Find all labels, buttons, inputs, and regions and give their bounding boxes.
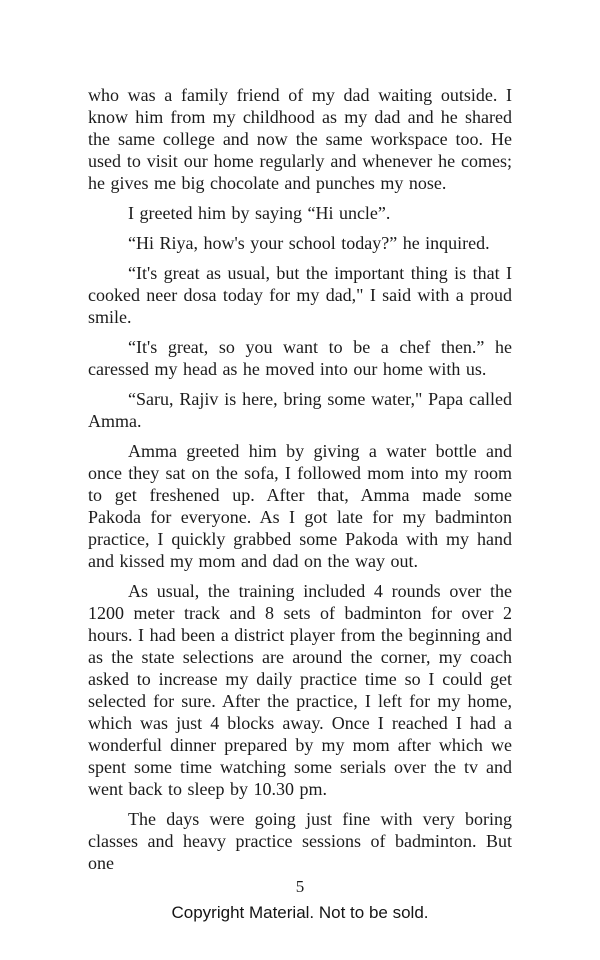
paragraph: As usual, the training included 4 rounds over the 1200 meter track and 8 sets of badminton for over 2 hours. I had been a district player from the beginning and as the state selections are around the corner, my coach asked to increase my daily practice time so I could get selected for sure. After the practice, I left for my home, which was just 4 blocks away. Once I reached I had a wonderful dinner prepared by my mom after which we spent some time watching some serials over the tv and went back to sleep by 10.30 pm. bbox=[88, 581, 512, 799]
page-footer bbox=[0, 877, 600, 923]
paragraph: I greeted him by saying “Hi uncle”. bbox=[128, 203, 391, 223]
paragraph: “Saru, Rajiv is here, bring some water," Papa called Amma. bbox=[88, 389, 512, 431]
paragraph: “It's great as usual, but the important thing is that I cooked neer dosa today for my dad," I said with a proud smile. bbox=[88, 263, 512, 327]
copyright-notice: Copyright Material. Not to be sold. bbox=[171, 903, 429, 922]
paragraph: “Hi Riya, how's your school today?” he inquired. bbox=[128, 233, 490, 253]
paragraph: “It's great, so you want to be a chef then.” he caressed my head as he moved into our home with us. bbox=[88, 337, 512, 379]
page-text bbox=[88, 84, 512, 882]
paragraph: Amma greeted him by giving a water bottle and once they sat on the sofa, I followed mom into my room to get freshened up. After that, Amma made some Pakoda for everyone. As I got late for my badminton practice, I quickly grabbed some Pakoda with my hand and kissed my mom and dad on the way out. bbox=[88, 441, 512, 571]
page-number: 5 bbox=[295, 877, 305, 896]
paragraph: who was a family friend of my dad waiting outside. I know him from my childhood as my dad and he shared the same college and now the same workspace too. He used to visit our home regularly and whenever he comes; he gives me big chocolate and punches my nose. bbox=[88, 85, 512, 193]
paragraph: The days were going just fine with very boring classes and heavy practice sessions of badminton. But one bbox=[88, 809, 512, 873]
